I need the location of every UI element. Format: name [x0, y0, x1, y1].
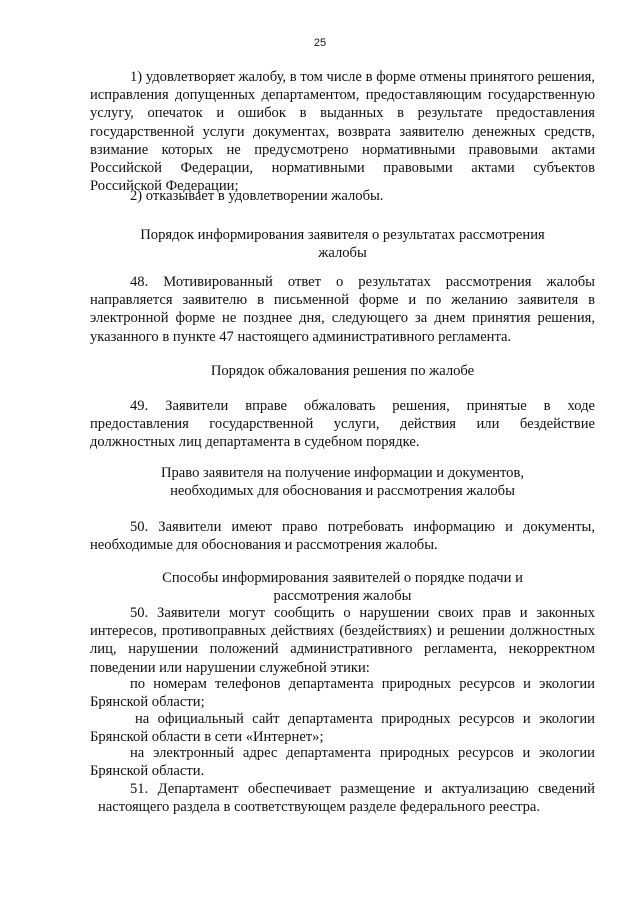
paragraph-2: [90, 187, 595, 205]
paragraph-3: [90, 273, 595, 346]
paragraph-6: [90, 604, 595, 677]
paragraph-text: по номерам телефонов департамента природных ресурсов и экологии Брянской области;: [90, 676, 595, 711]
paragraph-8: [90, 710, 595, 746]
heading-line: Порядок информирования заявителя о результатах рассмотрения: [140, 227, 545, 243]
heading-line: рассмотрения жалобы: [273, 588, 412, 605]
heading-text: [90, 569, 595, 605]
heading-line: необходимых для обоснования и рассмотрения жалобы: [170, 483, 515, 500]
paragraph-text: на официальный сайт департамента природных ресурсов и экологии Брянской области в сети «Интернет»;: [90, 711, 595, 746]
heading-text: Порядок обжалования решения по жалобе: [210, 363, 475, 379]
paragraph-text: 51. Департамент обеспечивает размещение и актуализацию сведений настоящего раздела в соответствующем разделе федерального реестра.: [98, 781, 595, 816]
paragraph-text: 2) отказывает в удовлетворении жалобы.: [130, 188, 384, 204]
paragraph-5: [90, 518, 595, 554]
paragraph-text: на электронный адрес департамента природных ресурсов и экологии Брянской области.: [90, 745, 595, 780]
heading-text: [90, 226, 595, 262]
paragraph-4: [90, 397, 595, 452]
section-heading-4: [90, 569, 595, 605]
section-heading-2: [90, 362, 595, 380]
heading-line: Способы информирования заявителей о порядке подачи и: [162, 570, 523, 586]
section-heading-1: [90, 226, 595, 262]
paragraph-text: 50. Заявители могут сообщить о нарушении своих прав и законных интересов, противоправных действиях (бездействиях) и решении должностных лиц, нарушении положений административного регламента, некорректном поведении или нарушении служебной этики:: [90, 605, 595, 676]
heading-line: Право заявителя на получение информации и документов,: [160, 465, 525, 481]
heading-text: [90, 464, 595, 500]
page-number: 25: [313, 37, 327, 49]
paragraph-10: [98, 780, 595, 816]
paragraph-text: 48. Мотивированный ответ о результатах рассмотрения жалобы направляется заявителю в письменной форме и по желанию заявителя в электронной форме не позднее дня, следующего за днем принятия решения, указанного в пункте 47 настоящего административного регламента.: [90, 274, 595, 345]
paragraph-9: [90, 744, 595, 780]
paragraph-7: [90, 675, 595, 711]
paragraph-1: [90, 68, 595, 195]
paragraph-text: 49. Заявители вправе обжаловать решения, принятые в ходе предоставления государственной услуги, действия или бездействие должностных лиц департамента в судебном порядке.: [90, 398, 595, 451]
heading-line: жалобы: [318, 245, 367, 262]
section-heading-3: [90, 464, 595, 500]
paragraph-text: 50. Заявители имеют право потребовать информацию и документы, необходимые для обоснования и рассмотрения жалобы.: [90, 519, 595, 554]
paragraph-text: 1) удовлетворяет жалобу, в том числе в форме отмены принятого решения, исправления допущенных департаментом, предоставляющим государственную услугу, опечаток и ошибок в выданных в результате предоставления государственной услуги документах, возврата заявителю денежных средств, взимание которых не предусмотрено нормативными правовыми актами Российской Федерации, нормативными правовыми актами субъектов Российской Федерации;: [90, 69, 595, 195]
